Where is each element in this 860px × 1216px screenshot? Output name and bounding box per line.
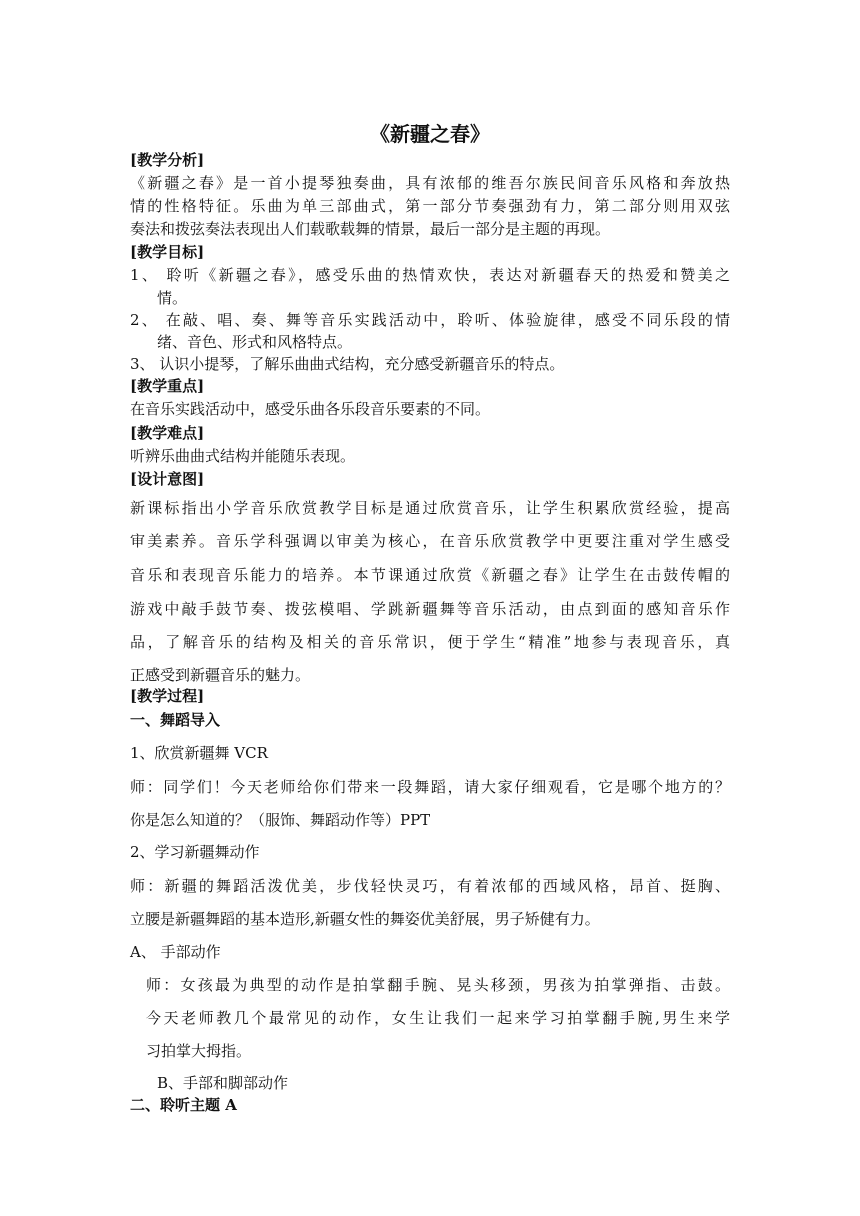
analysis-line: 奏法和拨弦奏法表现出人们载歌载舞的情景，最后一部分是主题的再现。 [130,220,611,238]
analysis-line: 《新疆之春》是一首小提琴独奏曲，具有浓郁的维吾尔族民间音乐风格和奔放热 [130,174,730,192]
design-line: 品，了解音乐的结构及相关的音乐常识，便于学生“精准”地参与表现音乐，真 [130,633,730,651]
teacher-line: 师：同学们！今天老师给你们带来一段舞蹈，请大家仔细观看，它是哪个地方的？ [130,778,730,796]
section-heading-difficulties: [教学难点] [130,424,205,442]
key-points-text: 在音乐实践活动中，感受乐曲各乐段音乐要素的不同。 [130,400,491,418]
goal-item-2-cont: 绪、音色、形式和风格特点。 [157,333,353,351]
section-heading-process: [教学过程] [130,687,205,705]
document-title: 《新疆之春》 [370,122,490,146]
process-step-2: 2、学习新疆舞动作 [130,843,260,861]
difficulties-text: 听辨乐曲曲式结构并能随乐表现。 [130,447,356,465]
section-heading-analysis: [教学分析] [130,151,205,169]
process-sub-a: A、 手部动作 [130,943,221,961]
teacher-line: 今天老师教几个最常见的动作，女生让我们一起来学习拍掌翻手腕,男生来学 [146,1009,730,1027]
design-line: 新课标指出小学音乐欣赏教学目标是通过欣赏音乐，让学生积累欣赏经验，提高 [130,499,730,517]
process-part-1: 一、舞蹈导入 [130,711,221,729]
goal-item-2: 2、 在敲、唱、奏、舞等音乐实践活动中，聆听、体验旋律，感受不同乐段的情 [130,311,730,329]
design-line: 游戏中敲手鼓节奏、拨弦模唱、学跳新疆舞等音乐活动，由点到面的感知音乐作 [130,600,730,618]
design-line: 审美素养。音乐学科强调以审美为核心，在音乐欣赏教学中更要注重对学生感受 [130,532,730,550]
goal-item-1-cont: 情。 [157,289,188,307]
design-line: 音乐和表现音乐能力的培养。本节课通过欣赏《新疆之春》让学生在击鼓传帽的 [130,566,730,584]
process-part-2: 二、聆听主题 A [130,1096,237,1114]
teacher-line: 习拍掌大拇指。 [146,1042,252,1060]
goal-item-1: 1、 聆听《新疆之春》，感受乐曲的热情欢快，表达对新疆春天的热爱和赞美之 [130,266,730,284]
teacher-line: 立腰是新疆舞蹈的基本造形,新疆女性的舞姿优美舒展，男子矫健有力。 [130,910,600,928]
section-heading-goals: [教学目标] [130,243,205,261]
teacher-line: 师：女孩最为典型的动作是拍掌翻手腕、晃头移颈，男孩为拍掌弹指、击鼓。 [146,976,730,994]
section-heading-design: [设计意图] [130,470,205,488]
process-step-1: 1、欣赏新疆舞 VCR [130,744,268,762]
design-line: 正感受到新疆音乐的魅力。 [130,666,311,684]
process-sub-b: B、手部和脚部动作 [157,1074,289,1092]
teacher-line: 你是怎么知道的？（服饰、舞蹈动作等）PPT [130,811,431,829]
analysis-line: 情的性格特征。乐曲为单三部曲式，第一部分节奏强劲有力，第二部分则用双弦 [130,197,730,215]
section-heading-key-points: [教学重点] [130,377,205,395]
goal-item-3: 3、 认识小提琴，了解乐曲曲式结构，充分感受新疆音乐的特点。 [130,355,565,373]
teacher-line: 师：新疆的舞蹈活泼优美，步伐轻快灵巧，有着浓郁的西域风格，昂首、挺胸、 [130,877,730,895]
